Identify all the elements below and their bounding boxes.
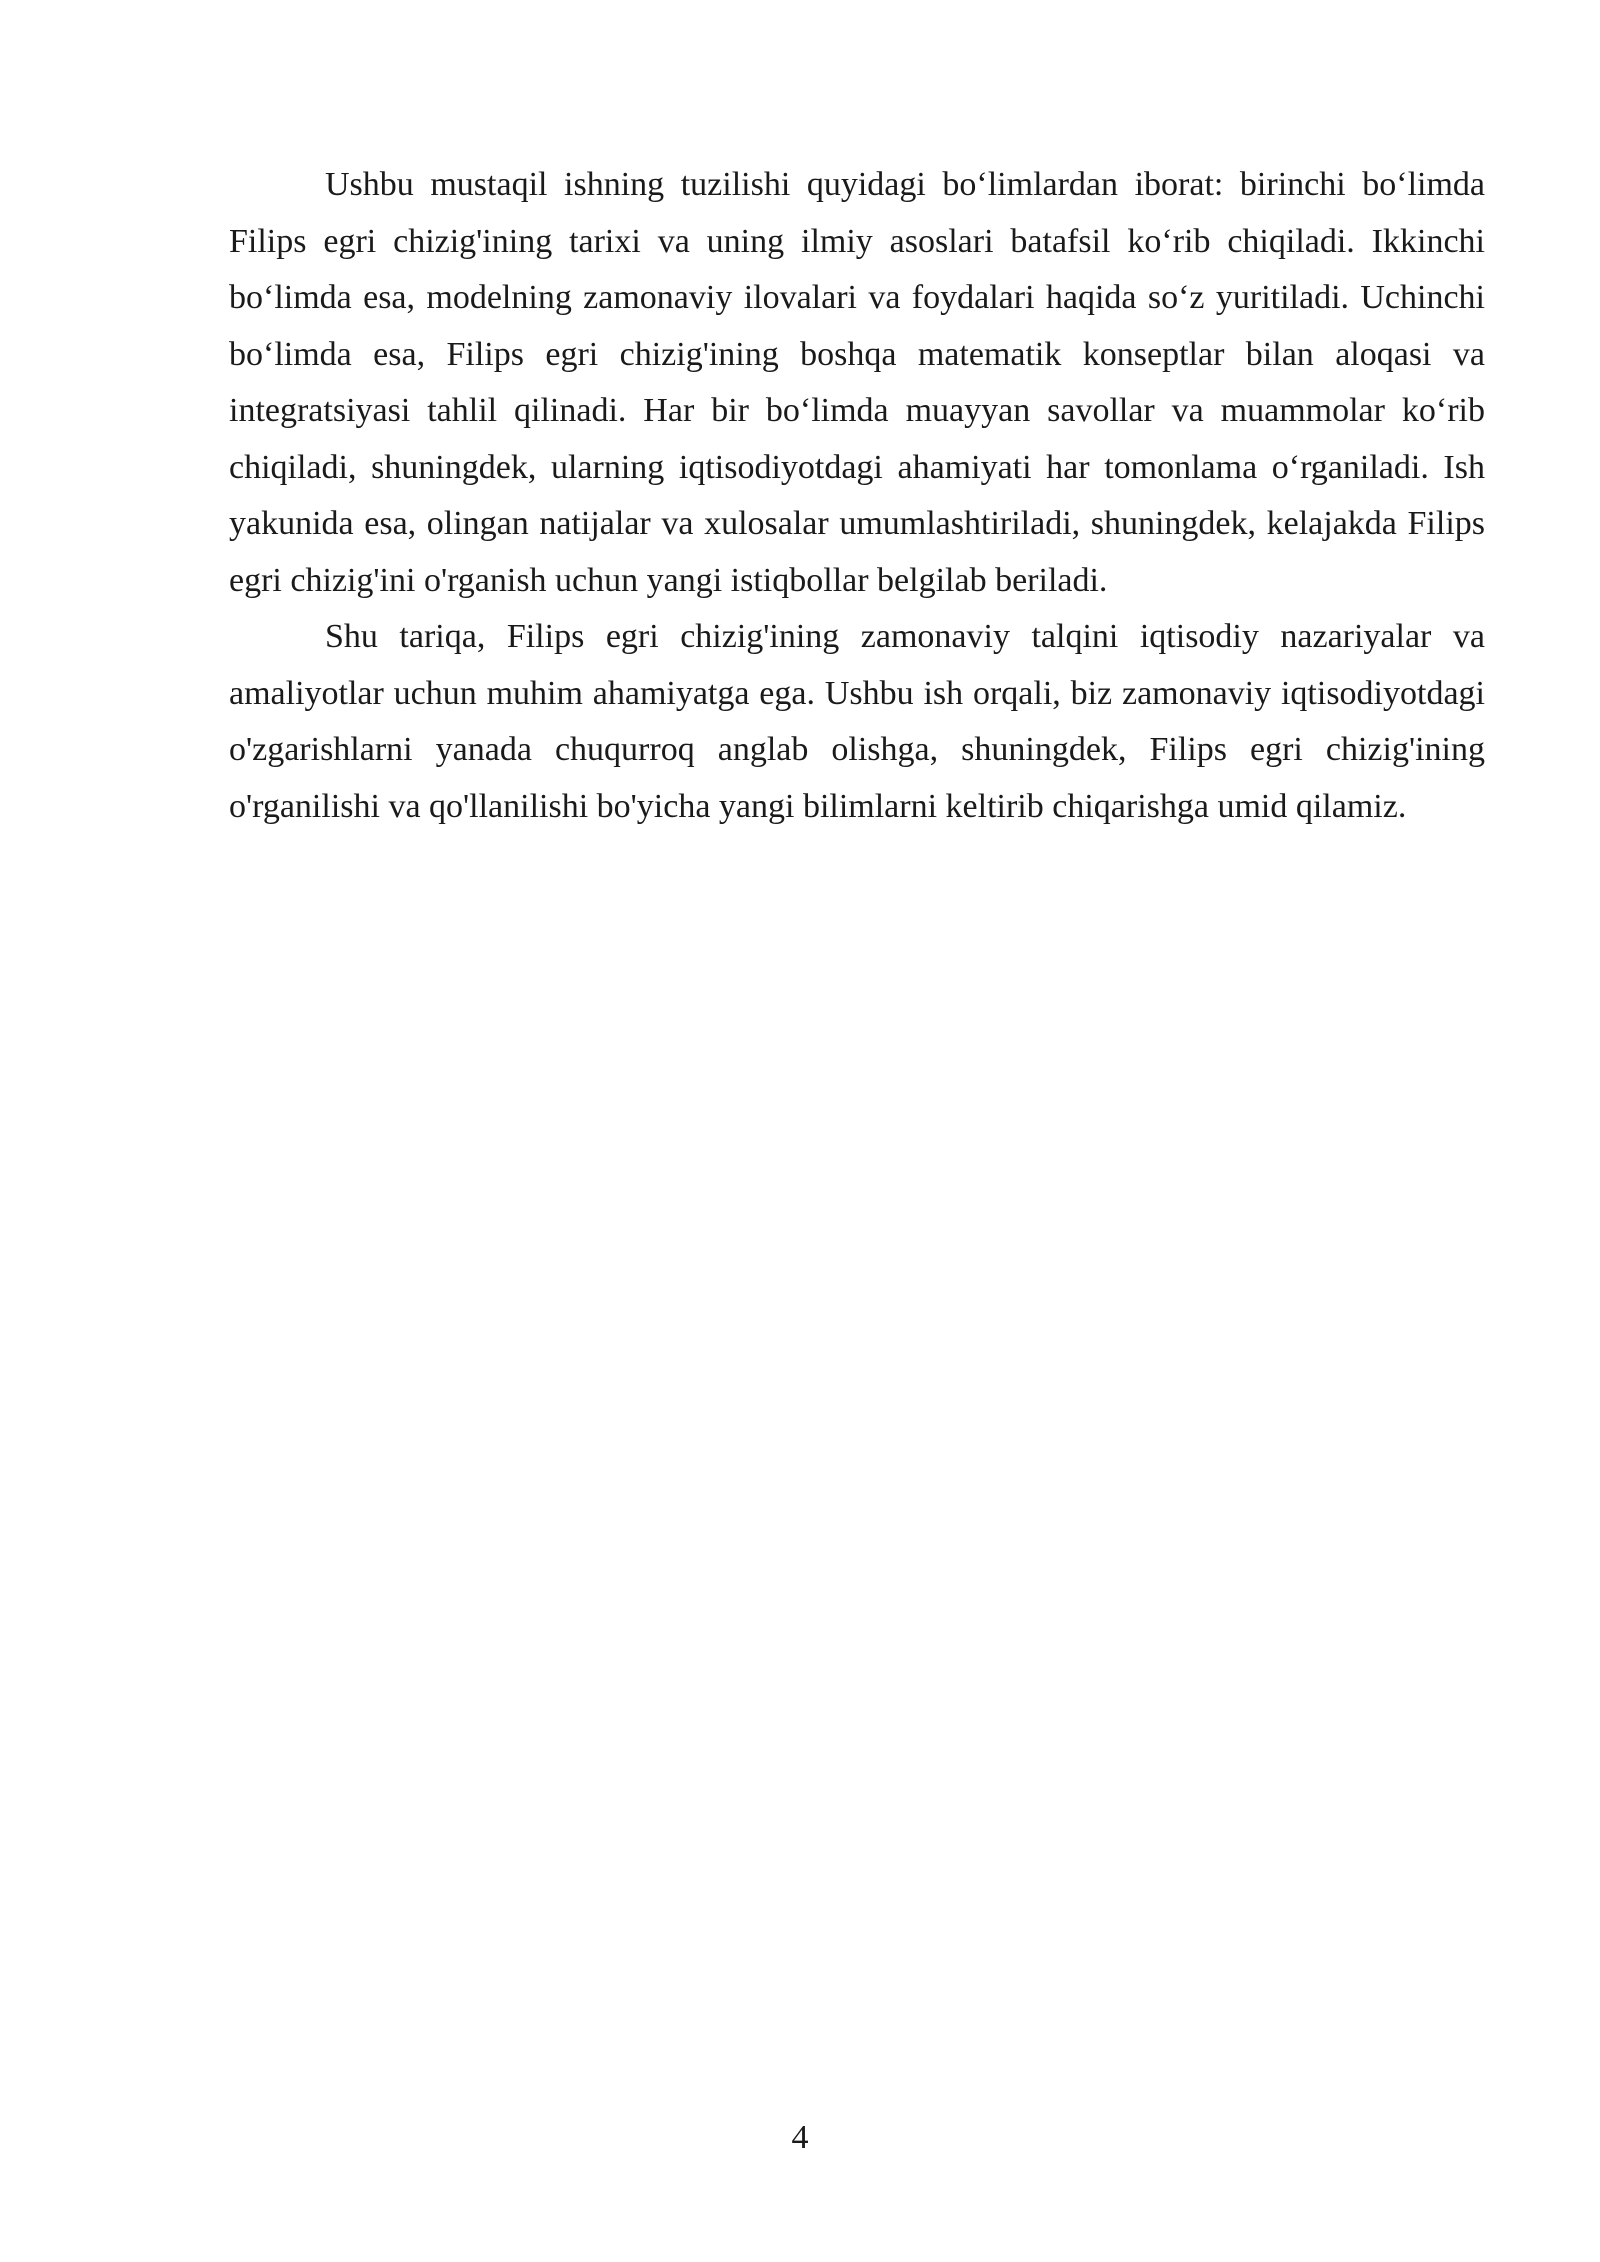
paragraph-2: Shu tariqa, Filips egri chizig'ining zamonaviy talqini iqtisodiy nazariyalar va amaliyotlar uchun muhim ahamiyatga ega. Ushbu ish orqali, biz zamonaviy iqtisodiyotdagi o'zgarishlarni yanada chuqurroq anglab olishga, shuningdek, Filips egri chizig'ining o'rganilishi va qo'llanilishi bo'yicha yangi bilimlarni keltirib chiqarishga umid qilamiz. — [229, 618, 1485, 825]
paragraph-1: Ushbu mustaqil ishning tuzilishi quyidagi bo‘limlardan iborat: birinchi bo‘limda Filips egri chizig'ining tarixi va uning ilmiy asoslari batafsil ko‘rib chiqiladi. Ikkinchi bo‘limda esa, modelning zamonaviy ilovalari va foydalari haqida so‘z yuritiladi. Uchinchi bo‘limda esa, Filips egri chizig'ining boshqa matematik konseptlar bilan aloqasi va integratsiyasi tahlil qilinadi. Har bir bo‘limda muayyan savollar va muammolar ko‘rib chiqiladi, shuningdek, ularning iqtisodiyotdagi ahamiyati har tomonlama o‘rganiladi. Ish yakunida esa, olingan natijalar va xulosalar umumlashtiriladi, shuningdek, kelajakda Filips egri chizig'ini o'rganish uchun yangi istiqbollar belgilab beriladi. — [229, 166, 1485, 599]
body-text — [229, 157, 1485, 835]
page-number: 4 — [791, 2119, 809, 2156]
